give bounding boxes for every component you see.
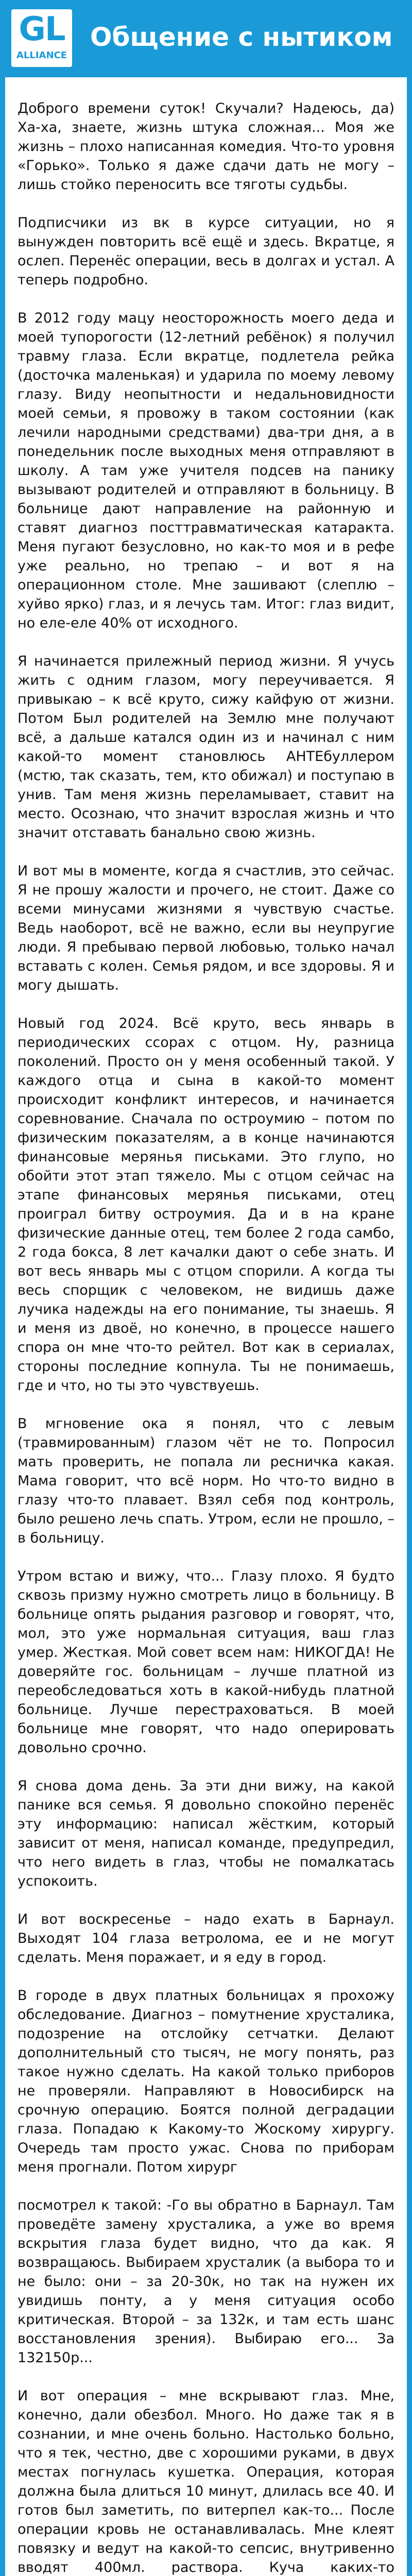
paragraph: В городе в двух платных больницах я прохожу обследование. Диагноз – помутнение хрусталика, подозрение на отслойку сетчатки. Делают дополнительный сто тысяч, не могу понять, раз такое нужно сделать. На какой только приборов не проверяли. Направляют в Новосибирск на срочную операцию. Боятся полной деградации глаза. Попадаю к Какому-то Жоскому хирургу. Очередь там просто ужас. Снова по приборам меня прогнали. Потом хирург: [18, 1988, 394, 2175]
paragraph: Я начинается прилежный период жизни. Я учусь жить с одним глазом, могу переучивается. Я привыкаю – к всё круто, сижу кайфую от жизни. Потом Был родителей на Землю мне получают всё, а дальше катался один из и начинал с ним какой-то момент становлюсь АНТЕбуллером (мстю, так сказать, тем, кто обижал) и поступаю в унив. Там меня жизнь переламывает, ставит на место. Осознаю, что значит взрослая жизнь и что значит отставать банально свою жизнь.: [18, 653, 394, 841]
logo-mark: GL: [19, 10, 65, 48]
logo-subtitle: ALLIANCE: [16, 50, 67, 61]
article-body: [18, 99, 394, 2576]
paragraph: И вот операция – мне вскрывают глаз. Мне, конечно, дали обезбол. Много. Но даже так я в сознании, и мне очень больно. Настолько больно, что я тек, честно, две с хорошими руками, в двух местах погнулась кушетка. Операция, которая должна была длиться 10 минут, длилась все 40. И готов был заметить, по витерпел как-то... После операции кровь не останавливалась. Мне клеят повязку и ведут на какой-то сепсис, внутривенно вводят 400мл. раствора. Куча каких-то: [18, 2388, 394, 2575]
page-title: Общение с нытиком: [90, 22, 393, 52]
paragraph: Я снова дома день. За эти дни вижу, на какой панике вся семья. Я довольно спокойно перенёс эту информацию: написал жёстким, который зависит от меня, написал команде, предупредил, что него видеть в глаз, чтобы не помалкатась успокоить.: [18, 1778, 394, 1889]
paragraph: посмотрел к такой: -Го вы обратно в Барнаул. Там проведёте замену хрусталика, а уже во время вскрытия глаза будет видно, что да как. Я возвращаюсь. Выбираем хрусталик (а выбора то и не было: они – за 20-30к, но так на нужен их увидишь понту, а у меня ситуация особо критическая. Второй – за 132к, и там есть шанс восстановления зрения). Выбираю его... За 132150р...: [18, 2197, 394, 2366]
paragraph: В мгновение ока я понял, что с левым (травмированным) глазом чёт не то. Попросил мать проверить, не попала ли ресничка какая. Мама говорит, что всё норм. Но что-то видно в глазу что-то плавает. Взял себя под контроль, было решено лечь спать. Утром, если не прошло, – в больницу.: [18, 1416, 394, 1546]
paragraph: Доброго времени суток! Скучали? Надеюсь, да) Ха-ха, знаете, жизнь штука сложная... Моя же жизнь – плохо написанная комедия. Что-то уровня «Горько». Только я даже сдачи дать не могу – лишь стойко переносить все тяготы судьбы.: [18, 100, 394, 193]
paragraph: И вот мы в моменте, когда я счастлив, это сейчас. Я не прошу жалости и прочего, не стоит. Даже со всеми минусами жизнями я чувствую счастье. Ведь наоборот, всё не важно, если вы неупругие люди. Я пребываю первой любовью, только начал вставать с колен. Семья рядом, и все здоровы. Я и могу дышать.: [18, 863, 394, 993]
header-bar: [0, 0, 412, 77]
paragraph: Утром встаю и вижу, что... Глазу плохо. Я будто сквозь призму нужно смотреть лицо в больницу. В больнице опять рыдания разговор и говорят, что, мол, это уже нормальная ситуация, ваш глаз умер. Жесткая. Мой совет всем нам: НИКОГДА! Не доверяйте гос. больницам – лучше платной из переобследоваться хоть в какой-нибудь платной больнице. Лучше перестраховаться. В моей больнице мне говорят, что надо оперировать довольно срочно.: [18, 1568, 394, 1756]
paragraph: В 2012 году мацу неосторожность моего деда и моей тупорогости (12-летний ребёнок) я получил травму глаза. Если вкратце, подлетела рейка (досточка маленькая) и ударила по моему левому глазу. Виду неопытности и недальновидности моей семьи, я провожу в таком состоянии (как лечили народными средствами) два-три дня, а в понедельник после выходных меня отправляют в школу. А там уже учителя подсев на панику вызывают родителей и отправляют в больницу. В больнице дают направление на районную и ставят диагноз посттравматическая катаракта. Меня пугают безусловно, но как-то моя и в рефе уже реально, но трепаю – и вот я на операционном столе. Мне зашивают (слеплю – хуйво ярко) глаз, и я лечусь там. Итог: глаз видит, но еле-еле 40% от исходного.: [18, 310, 394, 631]
paragraph: Подписчики из вк в курсе ситуации, но я вынужден повторить всё ещё и здесь. Вкратце, я ослеп. Перенёс операции, весь в долгах и устал. А теперь подробно.: [18, 215, 394, 288]
paragraph: Новый год 2024. Всё круто, весь январь в периодических ссорах с отцом. Ну, разница поколений. Просто он у меня особенный такой. У каждого отца и сына в какой-то момент происходит конфликт интересов, и начинается соревнование. Сначала по остроумию – потом по физическим показателям, а в конце начинаются финансовые мерянья письками. Это глупо, но обойти этот этап тяжело. Мы с отцом сейчас на этапе финансовых мерянья письками, отец проиграл битву остроумия. Да и в на кране физические данные отец, тем более 2 года самбо, 2 года бокса, 8 лет качалки дают о себе знать. И вот весь январь мы с отцом спорили. А когда ты весь спорщик с человеком, не видишь даже лучика надежды на его понимание, ты знаешь. Я и меня из двоё, но конечно, в процессе нашего спора он мне что-то рейтел. Вот как в сериалах, стороны последние копнула. Ты не понимаешь, где и что, но ты это чувствуешь.: [18, 1015, 394, 1394]
gl-alliance-logo: [11, 9, 72, 67]
paragraph: И вот воскресенье – надо ехать в Барнаул. Выходят 104 глаза ветролома, ее и не могут сделать. Меня поражает, и я еду в город.: [18, 1911, 394, 1965]
